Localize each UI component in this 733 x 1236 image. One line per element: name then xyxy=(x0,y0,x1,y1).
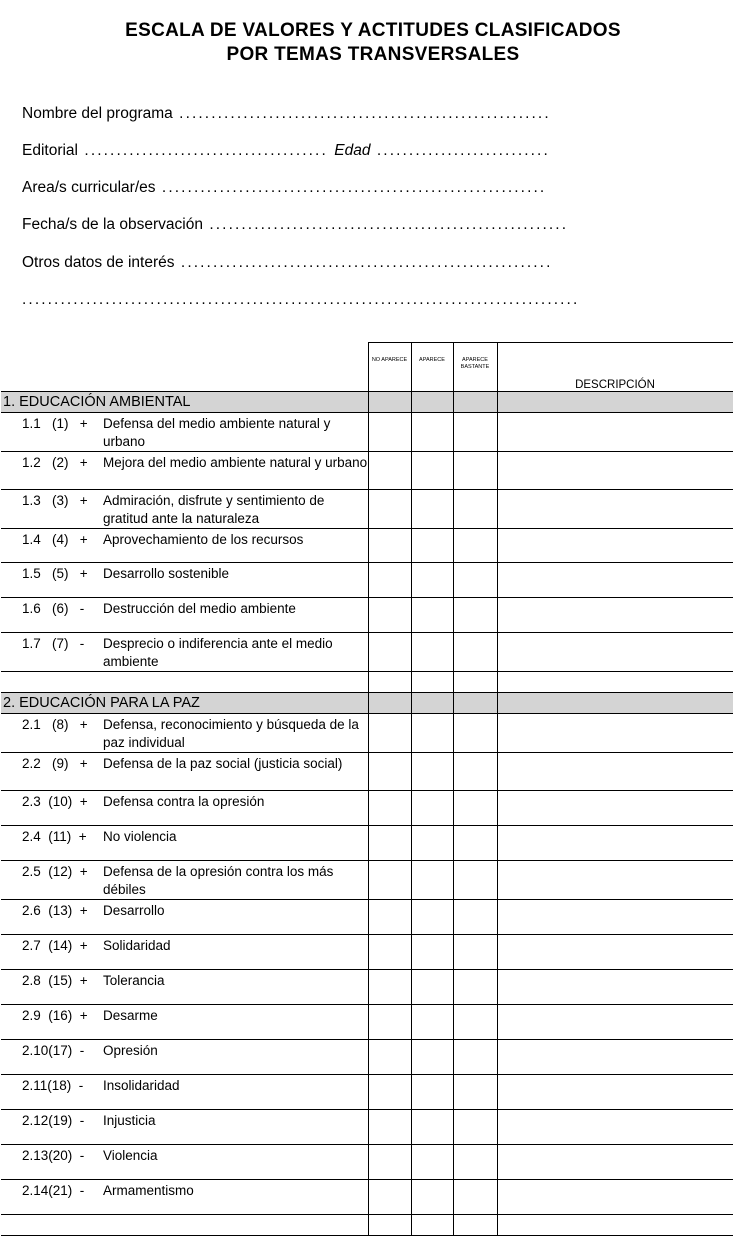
item-text: Desarrollo sostenible xyxy=(103,566,230,581)
table-row-blank xyxy=(1,1215,733,1236)
cell-aparece[interactable] xyxy=(411,861,453,900)
item-text: Desarme xyxy=(103,1008,158,1023)
table-row xyxy=(1,529,733,563)
cell-aparece[interactable] xyxy=(411,1110,453,1145)
item-number: 1.3 (3) + xyxy=(22,493,88,508)
field-editorial-label: Editorial xyxy=(22,142,78,159)
cell-no-aparece[interactable] xyxy=(368,1075,411,1110)
table-row xyxy=(1,1040,733,1075)
item-number: 2.4 (11) + xyxy=(22,829,87,844)
item-text: Injusticia xyxy=(103,1113,156,1128)
cell-aparece-bastante[interactable] xyxy=(453,826,497,861)
dotted-line: ...................................... xyxy=(78,142,335,159)
table-row xyxy=(1,714,733,753)
table-row-blank xyxy=(1,672,733,693)
page-subtitle: POR TEMAS TRANSVERSALES xyxy=(226,44,520,65)
field-editorial[interactable] xyxy=(22,141,733,161)
cell-aparece[interactable] xyxy=(411,563,453,598)
cell-no-aparece[interactable] xyxy=(368,1040,411,1075)
dotted-line: ....................................................................................... xyxy=(22,291,580,308)
table-row xyxy=(1,753,733,791)
cell-aparece-bastante[interactable] xyxy=(453,490,497,529)
cell-no-aparece[interactable] xyxy=(368,826,411,861)
cell-no-aparece[interactable] xyxy=(368,1145,411,1180)
field-programa-label: Nombre del programa xyxy=(22,105,173,122)
item-number: 2.12(19) - xyxy=(22,1113,85,1128)
cell-aparece-bastante[interactable] xyxy=(453,1040,497,1075)
cell-descripcion[interactable] xyxy=(497,1005,733,1040)
cell-descripcion[interactable] xyxy=(497,935,733,970)
field-otros-label: Otros datos de interés xyxy=(22,254,175,271)
item-number: 2.3 (10) + xyxy=(22,794,88,809)
item-number: 2.10(17) - xyxy=(22,1043,85,1058)
table-row xyxy=(1,452,733,490)
page-title: ESCALA DE VALORES Y ACTITUDES CLASIFICADOS xyxy=(125,20,621,41)
item-number: 2.5 (12) + xyxy=(22,864,88,879)
cell-descripcion[interactable] xyxy=(497,826,733,861)
cell-aparece-bastante[interactable] xyxy=(453,413,497,452)
section-title: 1. EDUCACIÓN AMBIENTAL xyxy=(1,392,368,413)
cell-descripcion[interactable] xyxy=(497,598,733,633)
cell-aparece-bastante[interactable] xyxy=(453,861,497,900)
cell-descripcion[interactable] xyxy=(497,900,733,935)
col-no-aparece: NO APARECE xyxy=(368,343,411,392)
table-row xyxy=(1,1180,733,1215)
col-descripcion: DESCRIPCIÓN xyxy=(497,343,733,392)
table-row xyxy=(1,633,733,672)
item-text: Desprecio o indiferencia ante el medio ambiente xyxy=(103,636,333,669)
dotted-line: ........................... xyxy=(370,142,550,159)
item-text: Mejora del medio ambiente natural y urbano xyxy=(103,455,368,470)
item-number: 1.7 (7) - xyxy=(22,636,85,651)
cell-aparece[interactable] xyxy=(411,452,453,490)
cell-aparece-bastante[interactable] xyxy=(453,1145,497,1180)
table-row xyxy=(1,1145,733,1180)
item-text: Solidaridad xyxy=(103,938,171,953)
table-row xyxy=(1,791,733,826)
table-row xyxy=(1,861,733,900)
item-number: 1.1 (1) + xyxy=(22,416,88,431)
cell-no-aparece[interactable] xyxy=(368,413,411,452)
cell-aparece-bastante[interactable] xyxy=(453,753,497,791)
table-row xyxy=(1,1110,733,1145)
field-edad-label: Edad xyxy=(334,142,371,159)
cell-no-aparece[interactable] xyxy=(368,563,411,598)
table-row xyxy=(1,413,733,452)
dotted-line: .......................................................... xyxy=(174,254,553,271)
cell-descripcion[interactable] xyxy=(497,1075,733,1110)
cell-aparece-bastante[interactable] xyxy=(453,598,497,633)
table-row xyxy=(1,490,733,529)
cell-aparece-bastante[interactable] xyxy=(453,1075,497,1110)
cell-descripcion[interactable] xyxy=(497,413,733,452)
cell-no-aparece[interactable] xyxy=(368,1110,411,1145)
cell-descripcion[interactable] xyxy=(497,1145,733,1180)
item-number: 2.13(20) - xyxy=(22,1148,85,1163)
item-text: Insolidaridad xyxy=(103,1078,180,1093)
cell-aparece-bastante[interactable] xyxy=(453,935,497,970)
item-number: 1.5 (5) + xyxy=(22,566,88,581)
col-aparece: APARECE xyxy=(411,343,453,392)
cell-no-aparece[interactable] xyxy=(368,753,411,791)
cell-aparece[interactable] xyxy=(411,598,453,633)
cell-no-aparece[interactable] xyxy=(368,1180,411,1215)
field-otros[interactable] xyxy=(22,253,733,273)
cell-no-aparece[interactable] xyxy=(368,970,411,1005)
cell-aparece-bastante[interactable] xyxy=(453,970,497,1005)
item-text: Destrucción del medio ambiente xyxy=(103,601,296,616)
field-area[interactable] xyxy=(22,178,733,198)
item-number: 2.7 (14) + xyxy=(22,938,88,953)
cell-no-aparece[interactable] xyxy=(368,861,411,900)
cell-aparece[interactable] xyxy=(411,1075,453,1110)
table-row xyxy=(1,970,733,1005)
table-header xyxy=(1,343,733,392)
cell-aparece-bastante[interactable] xyxy=(453,529,497,563)
cell-aparece[interactable] xyxy=(411,900,453,935)
item-text: Tolerancia xyxy=(103,973,165,988)
cell-no-aparece[interactable] xyxy=(368,900,411,935)
cell-descripcion[interactable] xyxy=(497,861,733,900)
cell-aparece-bastante[interactable] xyxy=(453,633,497,672)
cell-descripcion[interactable] xyxy=(497,633,733,672)
dotted-line: .......................................................... xyxy=(172,105,551,122)
item-text: Aprovechamiento de los recursos xyxy=(103,532,304,547)
item-number: 2.11(18) - xyxy=(22,1078,84,1093)
item-number: 2.8 (15) + xyxy=(22,973,88,988)
cell-no-aparece[interactable] xyxy=(368,935,411,970)
field-fecha-label: Fecha/s de la observación xyxy=(22,216,203,233)
cell-no-aparece[interactable] xyxy=(368,633,411,672)
cell-aparece[interactable] xyxy=(411,791,453,826)
cell-aparece-bastante[interactable] xyxy=(453,452,497,490)
cell-no-aparece[interactable] xyxy=(368,1005,411,1040)
dotted-line: ............................................................ xyxy=(155,179,547,196)
item-text: Defensa, reconocimiento y búsqueda de la paz individual xyxy=(103,717,359,750)
cell-aparece[interactable] xyxy=(411,1040,453,1075)
cell-aparece[interactable] xyxy=(411,529,453,563)
col-aparece-bastante: APARECE BASTANTE xyxy=(453,343,497,392)
cell-aparece-bastante[interactable] xyxy=(453,791,497,826)
cell-descripcion[interactable] xyxy=(497,452,733,490)
item-number: 2.1 (8) + xyxy=(22,717,88,732)
cell-aparece-bastante[interactable] xyxy=(453,563,497,598)
cell-descripcion[interactable] xyxy=(497,490,733,529)
cell-aparece[interactable] xyxy=(411,970,453,1005)
item-text: Desarrollo xyxy=(103,903,165,918)
cell-descripcion[interactable] xyxy=(497,753,733,791)
section-title: 2. EDUCACIÓN PARA LA PAZ xyxy=(1,693,368,714)
item-number: 1.2 (2) + xyxy=(22,455,88,470)
item-number: 2.6 (13) + xyxy=(22,903,88,918)
cell-no-aparece[interactable] xyxy=(368,452,411,490)
cell-aparece[interactable] xyxy=(411,633,453,672)
values-table xyxy=(1,342,733,1236)
field-programa[interactable] xyxy=(22,104,733,124)
cell-descripcion[interactable] xyxy=(497,970,733,1005)
item-number: 2.14(21) - xyxy=(22,1183,85,1198)
cell-aparece-bastante[interactable] xyxy=(453,714,497,753)
cell-no-aparece[interactable] xyxy=(368,490,411,529)
cell-aparece-bastante[interactable] xyxy=(453,1005,497,1040)
cell-no-aparece[interactable] xyxy=(368,598,411,633)
cell-aparece[interactable] xyxy=(411,826,453,861)
cell-aparece[interactable] xyxy=(411,714,453,753)
field-area-label: Area/s curricular/es xyxy=(22,179,156,196)
item-text: Opresión xyxy=(103,1043,158,1058)
field-fecha[interactable] xyxy=(22,215,733,235)
cell-descripcion[interactable] xyxy=(497,1040,733,1075)
cell-aparece[interactable] xyxy=(411,1180,453,1215)
cell-no-aparece[interactable] xyxy=(368,529,411,563)
item-text: Violencia xyxy=(103,1148,158,1163)
section-header xyxy=(1,392,733,413)
cell-aparece-bastante[interactable] xyxy=(453,900,497,935)
table-row xyxy=(1,598,733,633)
cell-no-aparece[interactable] xyxy=(368,714,411,753)
table-row xyxy=(1,1075,733,1110)
table-row xyxy=(1,935,733,970)
cell-descripcion[interactable] xyxy=(497,1110,733,1145)
cell-descripcion[interactable] xyxy=(497,563,733,598)
table-row xyxy=(1,1005,733,1040)
item-text: Defensa contra la opresión xyxy=(103,794,265,809)
cell-descripcion[interactable] xyxy=(497,1180,733,1215)
table-row xyxy=(1,826,733,861)
cell-aparece[interactable] xyxy=(411,490,453,529)
cell-descripcion[interactable] xyxy=(497,791,733,826)
item-text: Defensa de la paz social (justicia social) xyxy=(103,756,343,771)
cell-aparece-bastante[interactable] xyxy=(453,1110,497,1145)
cell-aparece[interactable] xyxy=(411,753,453,791)
cell-no-aparece[interactable] xyxy=(368,791,411,826)
cell-aparece[interactable] xyxy=(411,935,453,970)
item-number: 2.9 (16) + xyxy=(22,1008,88,1023)
cell-aparece[interactable] xyxy=(411,413,453,452)
cell-descripcion[interactable] xyxy=(497,714,733,753)
table-row xyxy=(1,900,733,935)
item-text: Defensa de la opresión contra los más débiles xyxy=(103,864,334,897)
dotted-line: ........................................................ xyxy=(202,216,569,233)
item-text: Admiración, disfrute y sentimiento de gratitud ante la naturaleza xyxy=(103,493,325,526)
cell-aparece[interactable] xyxy=(411,1005,453,1040)
cell-aparece[interactable] xyxy=(411,1145,453,1180)
table-row xyxy=(1,563,733,598)
section-header xyxy=(1,693,733,714)
cell-descripcion[interactable] xyxy=(497,529,733,563)
item-text: No violencia xyxy=(103,829,177,844)
item-number: 1.6 (6) - xyxy=(22,601,85,616)
item-text: Armamentismo xyxy=(103,1183,194,1198)
item-text: Defensa del medio ambiente natural y urbano xyxy=(103,416,331,449)
field-extra-line[interactable] xyxy=(22,290,733,310)
item-number: 1.4 (4) + xyxy=(22,532,88,547)
cell-aparece-bastante[interactable] xyxy=(453,1180,497,1215)
item-number: 2.2 (9) + xyxy=(22,756,88,771)
